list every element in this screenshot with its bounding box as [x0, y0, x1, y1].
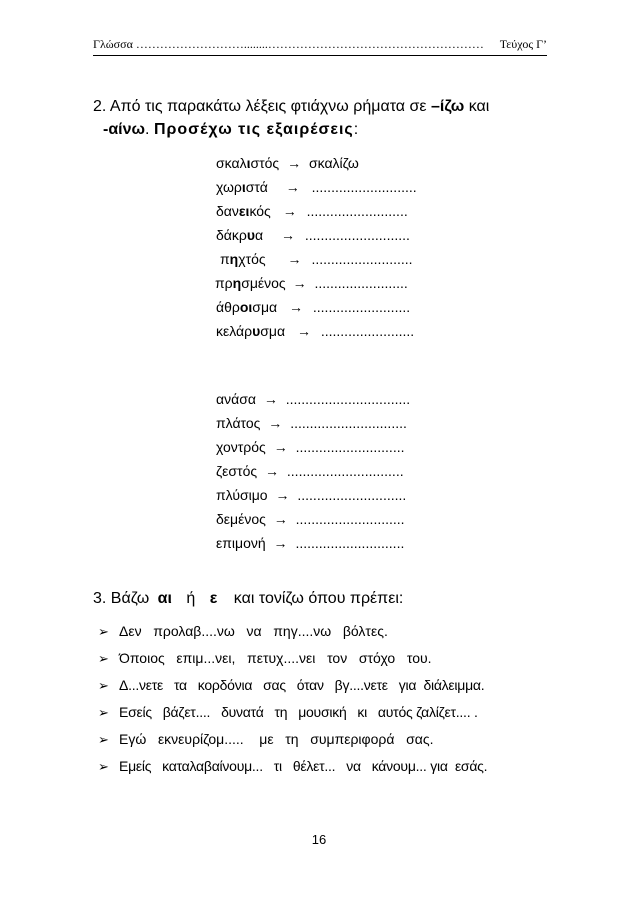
word-bold-part: ι — [241, 179, 246, 195]
list-item — [98, 623, 388, 640]
answer-blank: .............................. — [290, 415, 407, 431]
word: πλάτος — [216, 415, 261, 431]
arrow-bullet-icon: ➢ — [98, 678, 109, 693]
answer-blank: σκαλίζω — [308, 155, 359, 171]
arrow-icon: → — [281, 227, 295, 243]
word-row — [216, 155, 359, 171]
word-row — [216, 203, 408, 219]
sentence-text: Δ...νετε τα κορδόνια σας όταν βγ....νετε για διάλειμμα. — [119, 677, 485, 693]
word-suffix: στός — [250, 155, 280, 171]
sentence-text: Εγώ εκνευρίζομ..... με τη συμπεριφορά σας. — [119, 731, 434, 747]
arrow-bullet-icon: ➢ — [98, 705, 109, 720]
option-or: ή — [186, 590, 196, 607]
word-prefix: πρ — [215, 275, 233, 291]
answer-blank: ........................ — [314, 275, 408, 291]
word-row — [216, 391, 410, 407]
word-bold-part: ι — [246, 155, 251, 171]
instruction-text: Από τις παρακάτω λέξεις φτιάχνω ρήματα σε — [109, 98, 427, 115]
word-bold-part: η — [232, 275, 242, 291]
exercise-3-instruction — [93, 590, 403, 608]
word-row — [215, 275, 408, 291]
exercise-2-number: 2. — [93, 98, 107, 115]
answer-blank: ............................ — [297, 487, 407, 503]
word-prefix: σκαλ — [216, 155, 247, 171]
sentence-text: Όποιος επιμ...νει, πετυχ....νει τον στόχο του. — [119, 650, 432, 666]
exercise-3-number: 3. — [93, 590, 107, 607]
answer-blank: ............................ — [295, 535, 405, 551]
instruction-period: . — [145, 121, 150, 138]
word: πλύσιμο — [216, 487, 268, 503]
answer-blank: ................................ — [285, 391, 411, 407]
list-item — [98, 704, 478, 721]
word-prefix: π — [220, 251, 230, 267]
word-prefix: δάκρ — [216, 227, 247, 243]
instruction-line-1 — [93, 95, 489, 118]
sentence-text: Εμείς καταλαβαίνουμ... τι θέλετ... να κάνουμ... για εσάς. — [119, 758, 488, 774]
arrow-icon: → — [273, 535, 288, 551]
exercise-2-instruction — [93, 95, 489, 141]
answer-blank: .......................... — [311, 251, 413, 267]
arrow-icon: → — [292, 275, 307, 291]
option-e: ε — [209, 590, 218, 607]
option-ai: αι — [157, 590, 172, 607]
arrow-icon: → — [285, 179, 300, 195]
arrow-icon: → — [273, 511, 288, 527]
word-prefix: κελάρ — [216, 323, 253, 339]
word-bold-part: υ — [246, 227, 256, 243]
sentence-text: Δεν προλαβ....νω να πηγ....νω βόλτες. — [119, 623, 388, 639]
word-row — [216, 299, 410, 315]
word-row — [216, 487, 406, 503]
instruction-colon: : — [353, 121, 359, 138]
list-item — [98, 758, 487, 775]
header-subject: Γλώσσα ………………………........……………………………………………… — [93, 37, 484, 51]
arrow-icon: → — [268, 415, 283, 431]
word-prefix: δαν — [216, 203, 239, 219]
answer-blank: ........................... — [311, 179, 417, 195]
word: χοντρός — [216, 439, 266, 455]
answer-blank: .......................... — [306, 203, 408, 219]
arrow-icon: → — [289, 299, 303, 315]
word-row — [216, 511, 405, 527]
arrow-bullet-icon: ➢ — [98, 624, 109, 639]
arrow-bullet-icon: ➢ — [98, 651, 109, 666]
instruction-line-2 — [93, 118, 489, 141]
warning-text: Προσέχω τις εξαιρέσεις — [153, 121, 354, 138]
word: δεμένος — [216, 511, 266, 527]
arrow-icon: → — [287, 251, 302, 267]
word-bold-part: οι — [239, 299, 253, 315]
arrow-icon: → — [273, 439, 288, 455]
word: επιμονή — [216, 535, 266, 551]
instruction-verb: Βάζω — [110, 590, 150, 607]
word-suffix: κός — [249, 203, 271, 219]
word-row — [216, 463, 404, 479]
list-item — [98, 677, 484, 694]
word: ανάσα — [216, 391, 256, 407]
header-issue: Τεύχος Γ’ — [499, 37, 547, 51]
word-prefix: χωρ — [216, 179, 242, 195]
sentence-text: Εσείς βάζετ.... δυνατά τη μουσική κι αυτός ζαλίζετ.... . — [119, 704, 478, 720]
word-suffix: σμένος — [241, 275, 286, 291]
answer-blank: ........................ — [320, 323, 415, 339]
arrow-icon: → — [296, 323, 311, 339]
suffix-aino: -αίνω — [103, 121, 146, 138]
suffix-izo: –ίζω — [430, 98, 465, 115]
answer-blank: .............................. — [286, 463, 404, 479]
word-suffix: χτός — [238, 251, 266, 267]
header-rule — [93, 55, 547, 56]
word-bold-part: υ — [252, 323, 261, 339]
arrow-icon: → — [265, 463, 280, 479]
word-prefix: άθρ — [216, 299, 240, 315]
word: ζεστός — [216, 463, 258, 479]
word-row — [216, 439, 405, 455]
word-row — [216, 179, 417, 195]
arrow-bullet-icon: ➢ — [98, 732, 109, 747]
word-suffix: στά — [245, 179, 268, 195]
conjunction: και — [468, 98, 490, 115]
arrow-bullet-icon: ➢ — [98, 759, 109, 774]
word-row — [220, 251, 413, 267]
word-suffix: σμα — [260, 323, 286, 339]
answer-blank: ............................ — [295, 511, 405, 527]
word-bold-part: η — [229, 251, 239, 267]
arrow-icon: → — [275, 487, 290, 503]
arrow-icon: → — [282, 203, 297, 219]
word-row — [216, 227, 410, 243]
word-row — [216, 323, 414, 339]
word-row — [216, 415, 407, 431]
word-row — [216, 535, 404, 551]
word-suffix: α — [255, 227, 264, 243]
answer-blank: ........................... — [304, 227, 410, 243]
word-suffix: σμα — [252, 299, 278, 315]
list-item — [98, 731, 434, 748]
arrow-icon: → — [287, 155, 302, 171]
answer-blank: ............................ — [295, 439, 405, 455]
list-item — [98, 650, 432, 667]
arrow-icon: → — [263, 391, 278, 407]
instruction-rest: και τονίζω όπου πρέπει: — [233, 590, 404, 607]
word-bold-part: ει — [238, 203, 250, 219]
page-number: 16 — [311, 832, 327, 847]
answer-blank: ......................... — [312, 299, 411, 315]
